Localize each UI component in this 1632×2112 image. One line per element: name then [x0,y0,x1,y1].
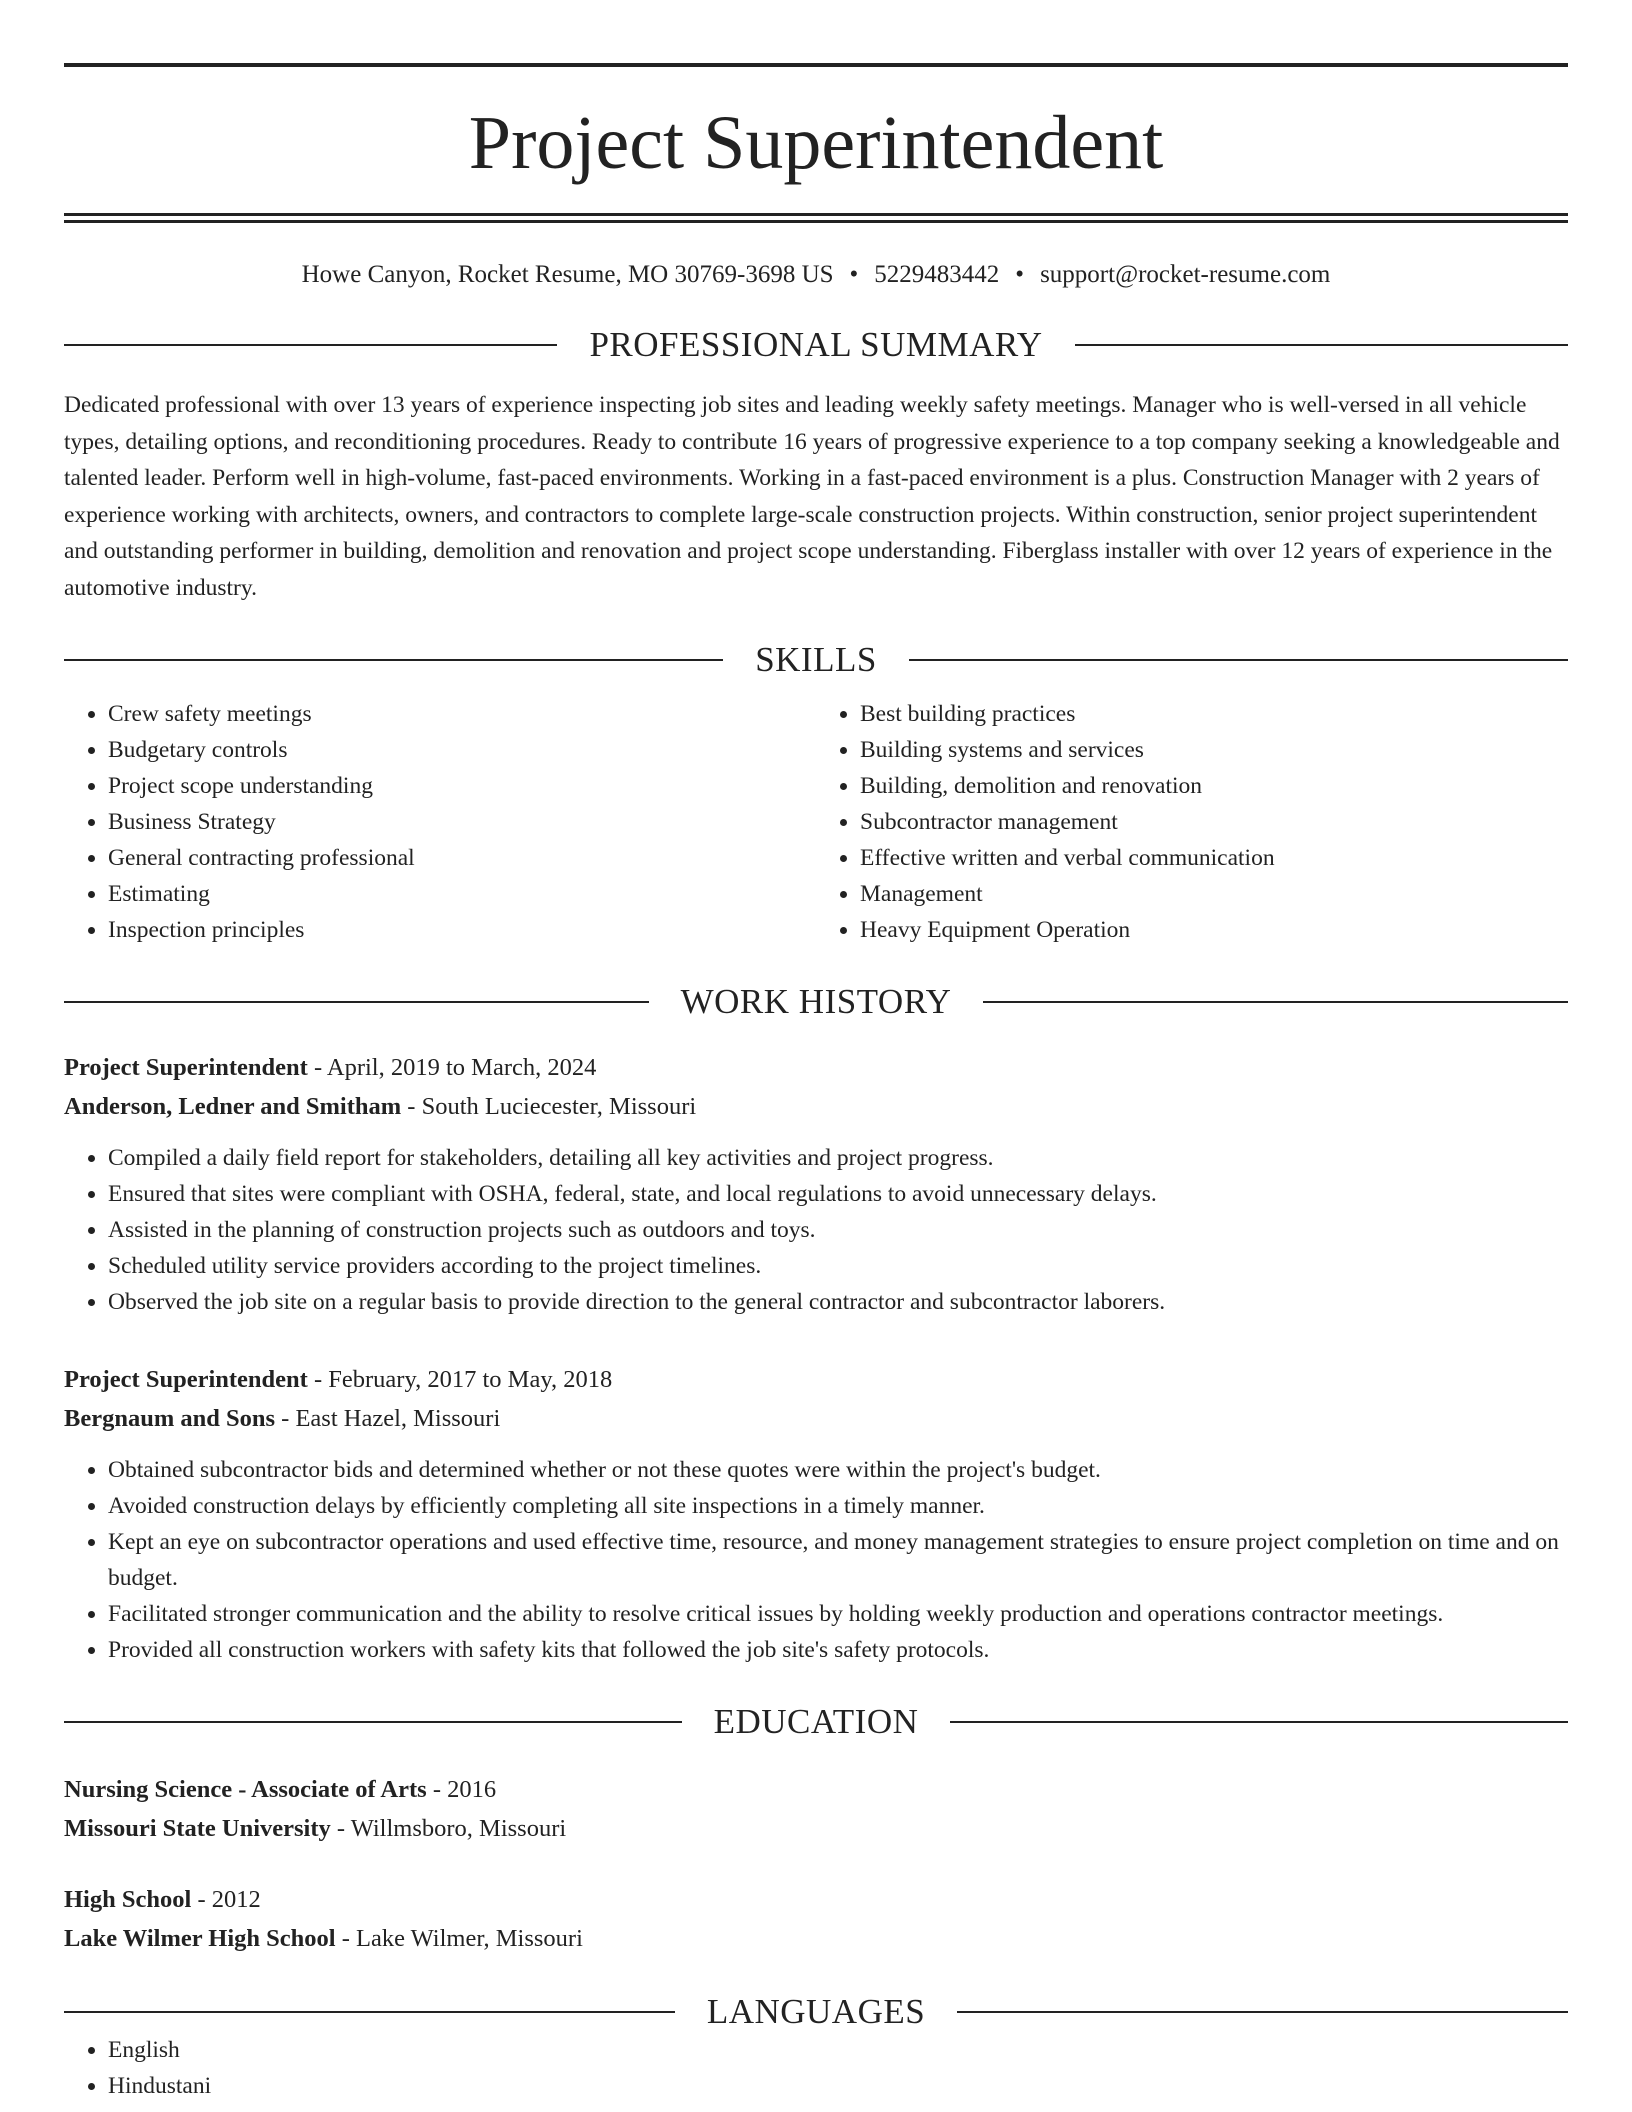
top-rule [64,63,1568,67]
section-header-skills [64,640,1568,680]
job-location: - South Luciecester, Missouri [401,1093,697,1120]
job-bullet: • Avoided construction delays by efficiently completing all site inspections in a timely manner. [108,1488,1568,1524]
skill-item: • Project scope understanding [108,768,816,804]
section-rule [64,1721,682,1723]
skills-column-right [816,696,1568,948]
skills-column-left [64,696,816,948]
education-entry [64,1770,1568,1848]
contact-address: Howe Canyon, Rocket Resume, MO 30769-3698 US [301,261,834,288]
section-rule [950,1721,1568,1723]
languages-list [64,2032,1568,2104]
title-double-rule [64,213,1568,223]
section-rule [64,344,557,346]
job-bullet: • Scheduled utility service providers according to the project timelines. [108,1248,1568,1284]
job-bullet: • Facilitated stronger communication and the ability to resolve critical issues by holding weekly production and operations contractor meetings. [108,1596,1568,1632]
skill-item: • Estimating [108,876,816,912]
contact-email: support@rocket-resume.com [1040,261,1331,288]
section-rule [64,2011,675,2013]
section-title-languages: LANGUAGES [706,1992,926,2031]
section-header-summary [64,325,1568,365]
job-bullet: • Assisted in the planning of construction projects such as outdoors and toys. [108,1212,1568,1248]
job-bullet: • Obtained subcontractor bids and determined whether or not these quotes were within the project's budget. [108,1452,1568,1488]
job-title-line [64,1048,1568,1087]
job-dates: - February, 2017 to May, 2018 [307,1366,613,1393]
section-title-summary: PROFESSIONAL SUMMARY [589,325,1043,364]
job-entry [64,1360,1568,1668]
job-bullet: • Ensured that sites were compliant with OSHA, federal, state, and local regulations to avoid unnecessary delays. [108,1176,1568,1212]
skill-item: • Budgetary controls [108,732,816,768]
job-entry [64,1048,1568,1320]
education-year: - 2016 [426,1776,497,1803]
section-header-education [64,1702,1568,1742]
skill-item: • Subcontractor management [860,804,1568,840]
education-degree-line [64,1770,1568,1809]
section-header-work-history [64,982,1568,1022]
skill-item: • General contracting professional [108,840,816,876]
skill-item: • Building systems and services [860,732,1568,768]
job-bullet: • Kept an eye on subcontractor operations and used effective time, resource, and money management strategies to ensure project completion on time and on budget. [108,1524,1568,1596]
job-title: Project Superintendent [64,1366,308,1393]
contact-phone: 5229483442 [874,261,1000,288]
resume-page [64,0,1568,2104]
section-rule [64,659,723,661]
job-location: - East Hazel, Missouri [275,1405,501,1432]
language-item: • Hindustani [108,2068,1568,2104]
education-school: Lake Wilmer High School [64,1925,336,1952]
skills-list [64,696,1568,948]
section-rule [957,2011,1568,2013]
job-bullet: • Provided all construction workers with safety kits that followed the job site's safety protocols. [108,1632,1568,1668]
section-rule [983,1001,1568,1003]
skill-item: • Crew safety meetings [108,696,816,732]
language-item: • English [108,2032,1568,2068]
job-bullet: • Compiled a daily field report for stakeholders, detailing all key activities and project progress. [108,1140,1568,1176]
education-year: - 2012 [191,1886,261,1913]
job-bullets [64,1140,1568,1320]
skill-item: • Building, demolition and renovation [860,768,1568,804]
job-bullets [64,1452,1568,1668]
education-location: - Willmsboro, Missouri [330,1815,567,1842]
section-title-education: EDUCATION [713,1702,919,1741]
education-entry [64,1880,1568,1958]
skill-item: • Inspection principles [108,912,816,948]
resume-title: Project Superintendent [468,101,1164,185]
job-company: Bergnaum and Sons [64,1405,276,1432]
education-degree: High School [64,1886,192,1913]
skill-item: • Best building practices [860,696,1568,732]
job-company: Anderson, Ledner and Smitham [64,1093,402,1120]
contact-separator: • [849,261,859,288]
job-company-line [64,1399,1568,1438]
education-school-line [64,1919,1568,1958]
job-title-line [64,1360,1568,1399]
job-company-line [64,1087,1568,1126]
skill-item: • Effective written and verbal communication [860,840,1568,876]
education-school: Missouri State University [64,1815,331,1842]
job-dates: - April, 2019 to March, 2024 [307,1054,597,1081]
education-degree: Nursing Science - Associate of Arts [64,1776,427,1803]
contact-separator: • [1015,261,1025,288]
summary-text: Dedicated professional with over 13 years of experience inspecting job sites and leading weekly safety meetings. Manager who is well-versed in all vehicle types, detailing options, and reconditioning procedures. Ready to contribute 16 years of progressive experience to a top company seeking a knowledgeable and talented leader. Perform well in high-volume, fast-paced environments. Working in a fast-paced environment is a plus. Construction Manager with 2 years of experience working with architects, owners, and contractors to complete large-scale construction projects. Within construction, senior project superintendent and outstanding performer in building, demolition and renovation and project scope understanding. Fiberglass installer with over 12 years of experience in the automotive industry. [64,392,1560,601]
education-degree-line [64,1880,1568,1919]
job-title: Project Superintendent [64,1054,308,1081]
section-header-languages [64,1992,1568,2032]
section-rule [909,659,1568,661]
skill-item: • Business Strategy [108,804,816,840]
section-rule [1075,344,1568,346]
job-bullet: • Observed the job site on a regular basis to provide direction to the general contractor and subcontractor laborers. [108,1284,1568,1320]
section-title-skills: SKILLS [755,640,877,679]
section-rule [64,1001,649,1003]
skill-item: • Heavy Equipment Operation [860,912,1568,948]
education-location: - Lake Wilmer, Missouri [335,1925,583,1952]
education-school-line [64,1809,1568,1848]
skill-item: • Management [860,876,1568,912]
section-title-work-history: WORK HISTORY [680,982,952,1021]
contact-line [64,259,1568,291]
